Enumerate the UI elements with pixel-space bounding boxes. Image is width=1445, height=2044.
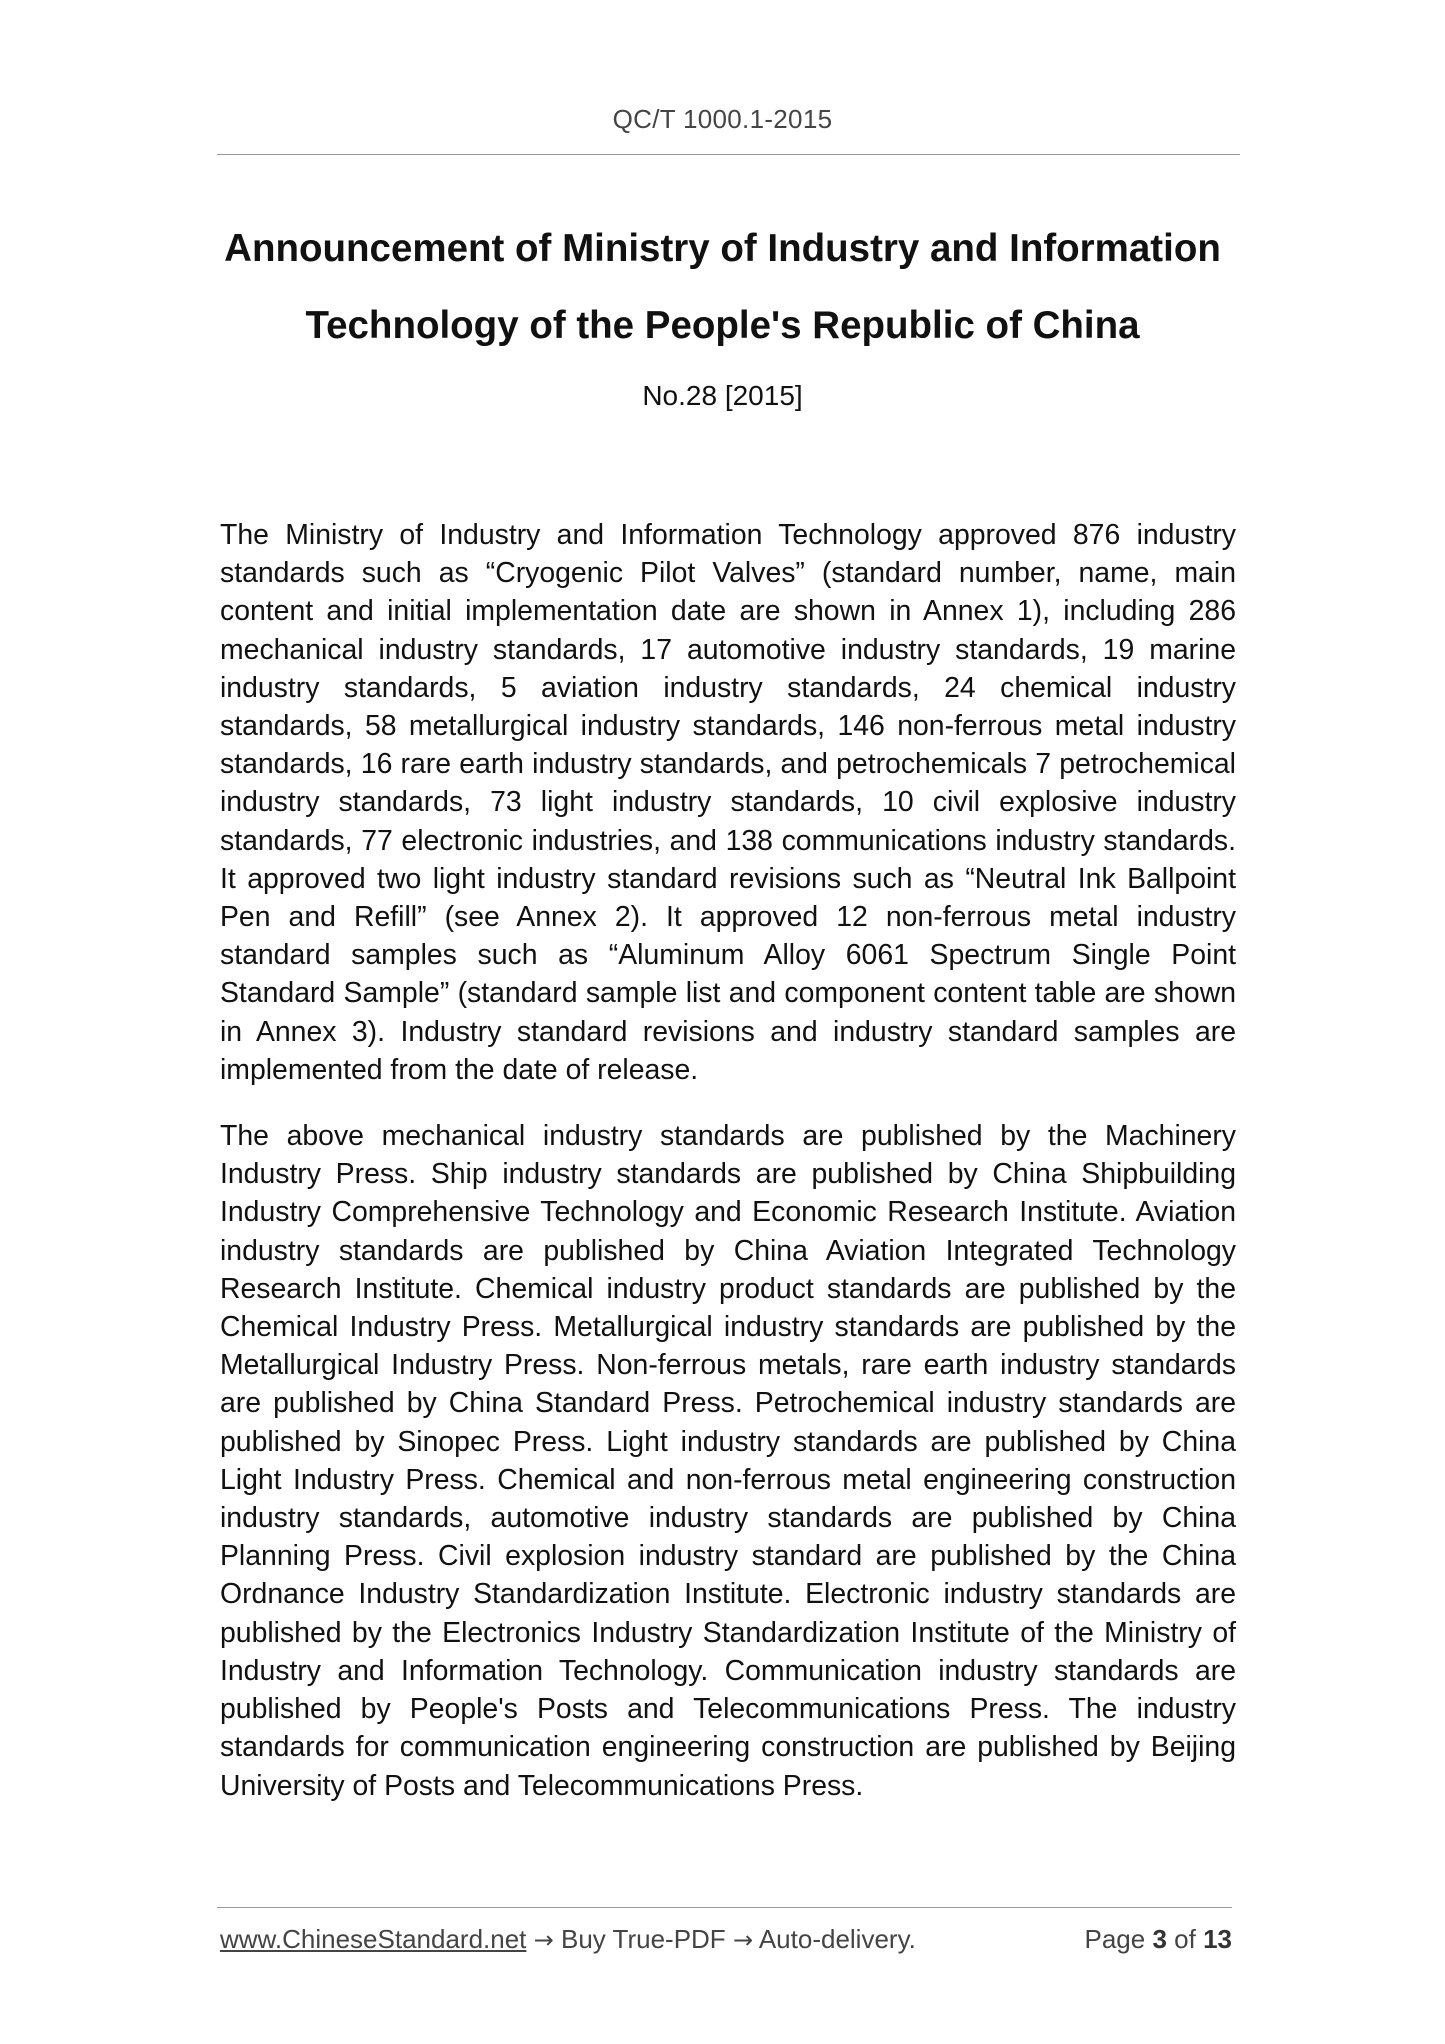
footer-divider	[217, 1907, 1232, 1908]
arrow-right-icon: →	[732, 1926, 754, 1954]
title-line-1: Announcement of Ministry of Industry and Information	[224, 227, 1221, 270]
arrow-right-icon: →	[533, 1926, 554, 1954]
page-current: 3	[1152, 1924, 1167, 1954]
paragraph-publishers: The above mechanical industry standards are published by the Machinery Industry Press. Ship industry standards are published by China Shipbuilding Industry Comprehensive Technology and Economic Research Institute. Aviation industry standards are published by China Aviation Integrated Technology Research Institute. Chemical industry product standards are published by the Chemical Industry Press. Metallurgical industry standards are published by the Metallurgical Industry Press. Non-ferrous metals, rare earth industry standards are published by China Standard Press. Petrochemical industry standards are published by Sinopec Press. Light industry standards are published by China Light Industry Press. Chemical and non-ferrous metal engineering construction industry standards, automotive industry standards are published by China Planning Press. Civil explosion industry standard are published by the China Ordnance Industry Standardization Institute. Electronic industry standards are published by the Electronics Industry Standardization Institute of the Ministry of Industry and Information Technology. Communication industry standards are published by People's Posts and Telecommunications Press. The industry standards for communication engineering construction are published by Beijing University of Posts and Telecommunications Press.	[220, 1120, 1236, 1802]
header-divider	[217, 154, 1240, 155]
website-link[interactable]: www.ChineseStandard.net	[220, 1924, 527, 1954]
page-indicator	[1084, 1924, 1232, 1955]
paragraph-approvals: The Ministry of Industry and Information Technology approved 876 industry standards such as “Cryogenic Pilot Valves” (standard number, name, main content and initial implementation date are shown in Annex 1), including 286 mechanical industry standards, 17 automotive industry standards, 19 marine industry standards, 5 aviation industry standards, 24 chemical industry standards, 58 metallurgical industry standards, 146 non-ferrous metal industry standards, 16 rare earth industry standards, and petrochemicals 7 petrochemical industry standards, 73 light industry standards, 10 civil explosive industry standards, 77 electronic industries, and 138 communications industry standards. It approved two light industry standard revisions such as “Neutral Ink Ballpoint Pen and Refill” (see Annex 2). It approved 12 non-ferrous metal industry standard samples such as “Aluminum Alloy 6061 Spectrum Single Point Standard Sample” (standard sample list and component content table are shown in Annex 3). Industry standard revisions and industry standard samples are implemented from the date of release.	[220, 519, 1236, 1086]
title-line-2: Technology of the People's Republic of China	[305, 304, 1140, 347]
announcement-number: No.28 [2015]	[642, 380, 803, 411]
buy-text: Buy True-PDF	[560, 1924, 726, 1954]
footer-promo	[220, 1924, 916, 1955]
page-title	[200, 210, 1245, 364]
delivery-text: Auto-delivery.	[758, 1924, 916, 1954]
page-footer	[220, 1924, 1232, 1964]
page-total: 13	[1203, 1924, 1232, 1954]
page-label: Page	[1084, 1924, 1146, 1954]
body-text	[220, 516, 1236, 1833]
of-label: of	[1174, 1924, 1196, 1954]
document-code: QC/T 1000.1-2015	[612, 104, 833, 134]
